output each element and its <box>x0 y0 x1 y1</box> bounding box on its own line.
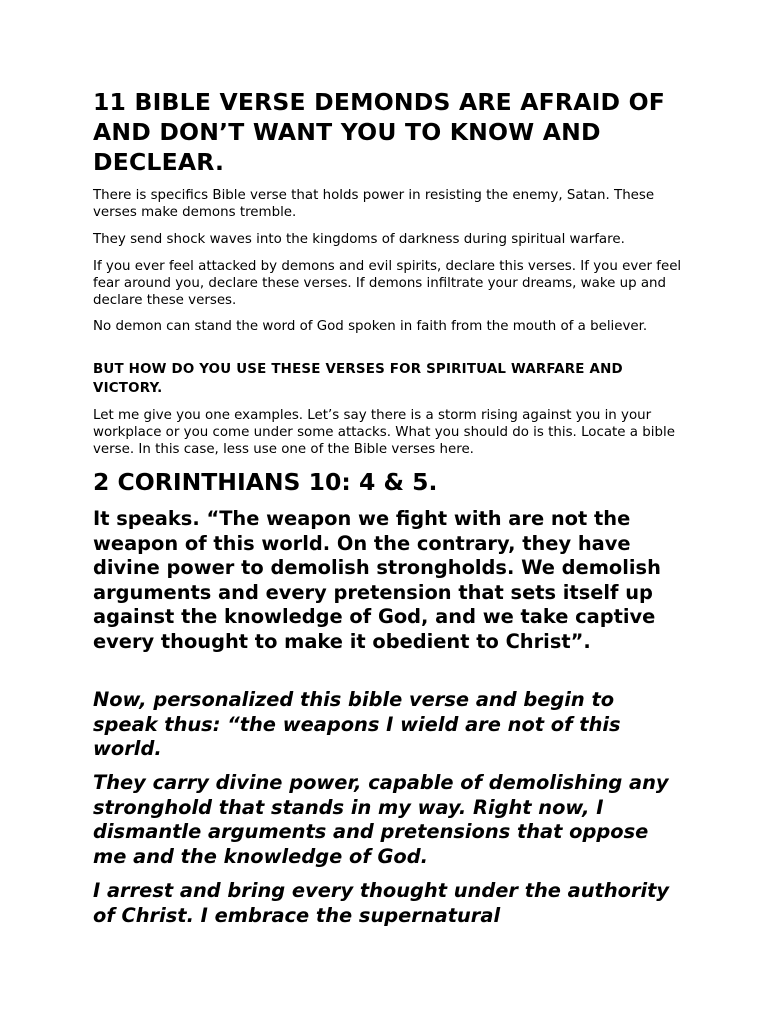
shock-waves-paragraph: They send shock waves into the kingdoms of darkness during spiritual warfare. <box>93 232 625 247</box>
verse-text: It speaks. “The weapon we fight with are not the weapon of this world. On the contrary, they have divine power to demolish strongholds. We demolish arguments and every pretension that sets itself up against the knowledge of God, and we take captive every thought to make it obedient to Christ”. <box>93 507 661 653</box>
no-demon-paragraph: No demon can stand the word of God spoken in faith from the mouth of a believer. <box>93 319 648 334</box>
personalized-paragraph-3: I arrest and bring every thought under the authority of Christ. I embrace the supernatural <box>93 879 670 927</box>
intro-paragraph: There is specifics Bible verse that holds power in resisting the enemy, Satan. These verses make demons tremble. <box>93 188 655 220</box>
declare-verses-paragraph: If you ever feel attacked by demons and evil spirits, declare this verses. If you ever feel fear around you, declare these verses. If demons infiltrate your dreams, wake up and declare these verses. <box>93 259 682 308</box>
personalized-paragraph-1: Now, personalized this bible verse and begin to speak thus: “the weapons I wield are not of this world. <box>93 688 621 760</box>
personalized-paragraph-2: They carry divine power, capable of demolishing any stronghold that stands in my way. Right now, I dismantle arguments and pretensions that oppose me and the knowledge of God. <box>93 771 669 868</box>
verse-reference-heading: 2 CORINTHIANS 10: 4 & 5. <box>93 468 438 496</box>
document-title: 11 BIBLE VERSE DEMONDS ARE AFRAID OF AND DON’T WANT YOU TO KNOW AND DECLEAR. <box>93 88 666 176</box>
example-paragraph: Let me give you one examples. Let’s say there is a storm rising against you in your workplace or you come under some attacks. What you should do is this. Locate a bible verse. In this case, less use one of the Bible verses here. <box>93 408 675 457</box>
section-subheading: BUT HOW DO YOU USE THESE VERSES FOR SPIRITUAL WARFARE AND VICTORY. <box>93 362 623 396</box>
